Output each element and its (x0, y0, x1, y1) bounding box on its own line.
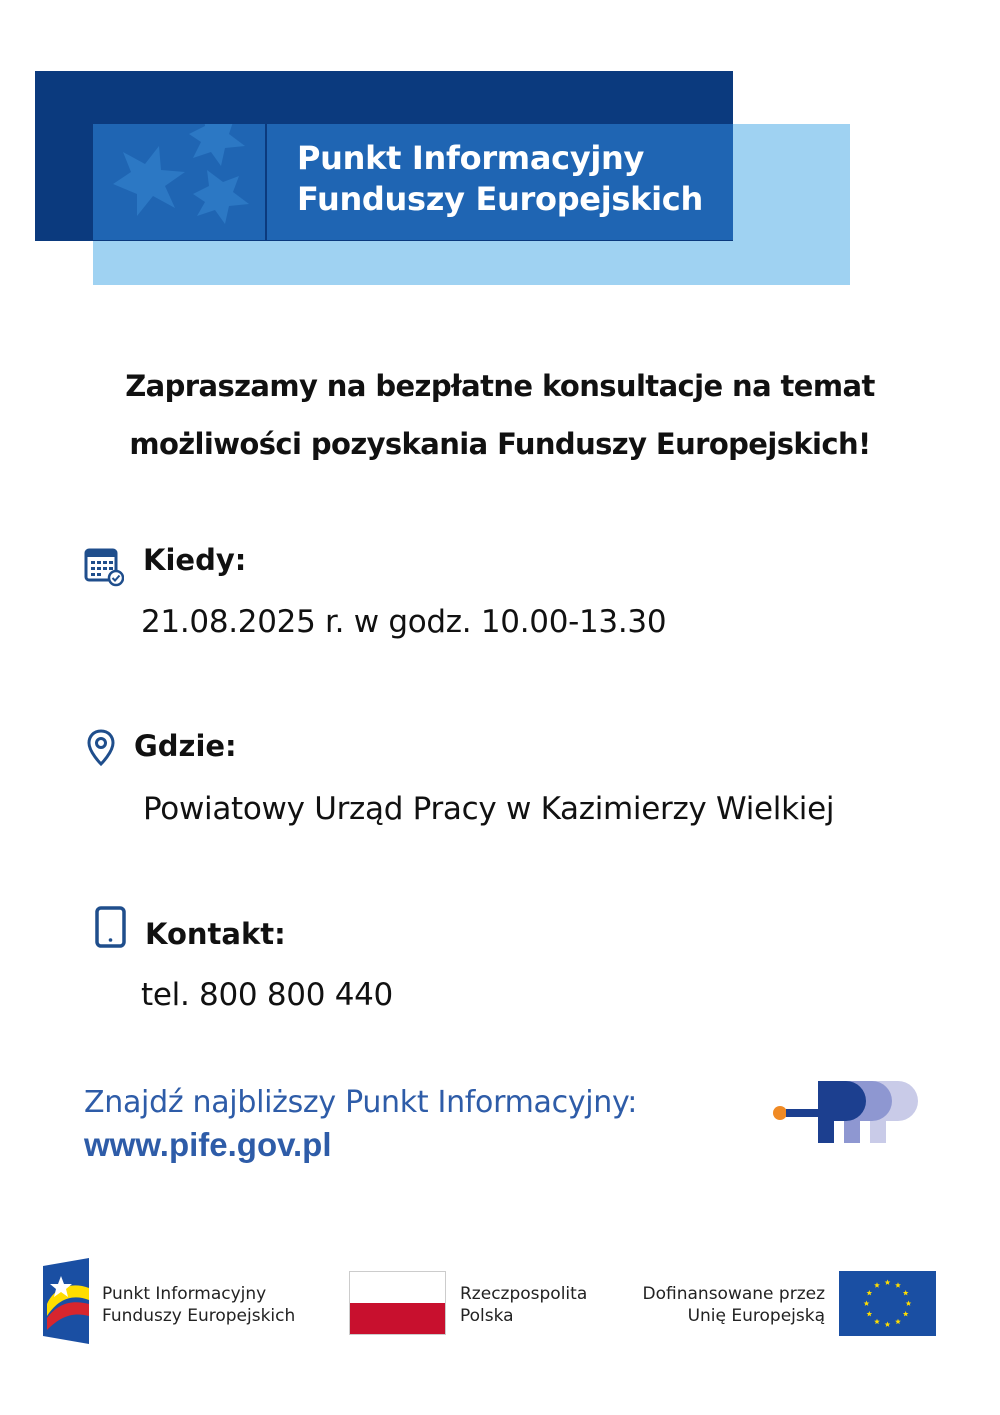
intro-text (0, 357, 1000, 473)
fe-logo-line1: Punkt Informacyjny (102, 1284, 267, 1304)
stars-decoration-icon (93, 124, 267, 240)
phone-icon (94, 905, 128, 949)
where-label: Gdzie: (134, 729, 237, 763)
location-pin-icon (86, 728, 116, 768)
where-value: Powiatowy Urząd Pracy w Kazimierzy Wielkiej (143, 791, 835, 827)
rp-text (460, 1283, 587, 1327)
fe-logo-text (102, 1283, 295, 1327)
header-title (297, 138, 703, 220)
fe-logo-line2: Funduszy Europejskich (102, 1306, 296, 1326)
contact-label: Kontakt: (145, 917, 286, 951)
find-text: Znajdź najbliższy Punkt Informacyjny: (84, 1085, 638, 1120)
when-value: 21.08.2025 r. w godz. 10.00-13.30 (141, 604, 667, 640)
eu-text (643, 1283, 825, 1327)
website-link[interactable]: www.pife.gov.pl (84, 1126, 332, 1163)
eu-line2: Unię Europejską (687, 1306, 825, 1326)
ppp-logo-icon (770, 1075, 930, 1147)
contact-value: tel. 800 800 440 (141, 977, 393, 1013)
when-label: Kiedy: (143, 543, 247, 577)
intro-line2: możliwości pozyskania Funduszy Europejskich! (129, 427, 871, 461)
polish-flag-icon (349, 1271, 446, 1335)
eu-line1: Dofinansowane przez (642, 1284, 825, 1304)
fe-logo-icon (43, 1258, 91, 1344)
rp-line2: Polska (460, 1306, 514, 1326)
rp-line1: Rzeczpospolita (460, 1284, 588, 1304)
intro-line1: Zapraszamy na bezpłatne konsultacje na temat (125, 369, 875, 403)
calendar-icon (84, 545, 124, 587)
header-title-line2: Funduszy Europejskich (297, 180, 703, 218)
eu-flag-icon (839, 1271, 936, 1336)
header-title-line1: Punkt Informacyjny (297, 139, 645, 177)
